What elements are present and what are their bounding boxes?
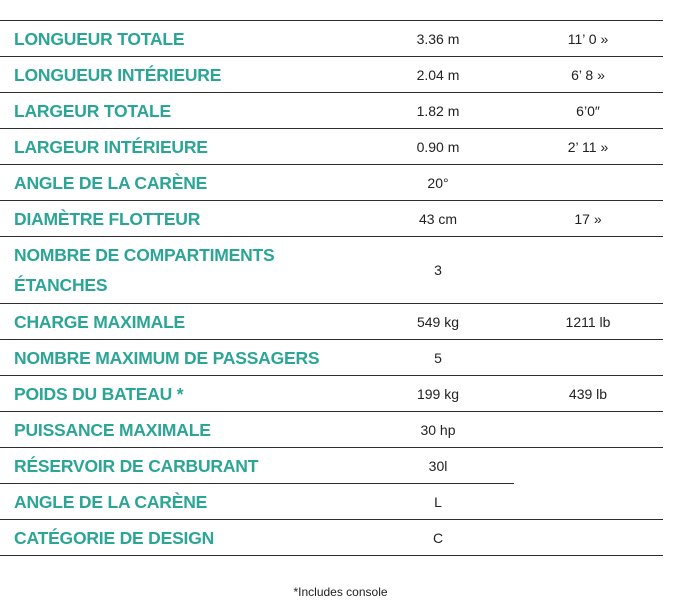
spec-imperial-value: 439 lb <box>568 385 608 402</box>
spec-label: LARGEUR INTÉRIEURE <box>14 136 208 157</box>
spec-imperial-value: 17 » <box>574 210 602 227</box>
spec-metric-value: 2.04 m <box>416 66 460 83</box>
spec-row-angle-carene <box>0 165 663 201</box>
spec-label: ANGLE DE LA CARÈNE <box>14 172 208 193</box>
spec-imperial-value <box>528 448 648 484</box>
spec-row-angle-carene-2 <box>0 484 663 520</box>
spec-label: DIAMÈTRE FLOTTEUR <box>14 208 201 229</box>
spec-metric-value: C <box>432 529 444 546</box>
spec-label: ANGLE DE LA CARÈNE <box>14 491 208 512</box>
spec-row-categorie-design <box>0 520 663 556</box>
spec-imperial-value: 1211 lb <box>565 313 611 330</box>
spec-row-passagers <box>0 340 663 376</box>
spec-label: CHARGE MAXIMALE <box>14 311 186 332</box>
spec-imperial-value: 2’ 11 » <box>567 138 609 155</box>
spec-imperial-value <box>528 484 648 519</box>
spec-imperial-value: 6’0″ <box>576 102 600 119</box>
spec-imperial-value <box>528 340 648 375</box>
spec-label: LONGUEUR INTÉRIEURE <box>14 64 222 85</box>
spec-label-line: NOMBRE DE COMPARTIMENTS <box>14 245 275 265</box>
spec-metric-value: 43 cm <box>418 210 458 227</box>
spec-row-puissance-maximale <box>0 412 663 448</box>
spec-metric-value: 199 kg <box>416 385 460 402</box>
spec-label: CATÉGORIE DE DESIGN <box>14 527 215 548</box>
spec-label: PUISSANCE MAXIMALE <box>14 419 211 440</box>
spec-imperial-value: 6’ 8 » <box>571 66 605 83</box>
spec-metric-value: 5 <box>434 349 442 366</box>
spec-label: NOMBRE MAXIMUM DE PASSAGERS <box>14 347 320 368</box>
spec-metric-value: 1.82 m <box>416 102 460 119</box>
spec-row-largeur-interieure <box>0 129 663 165</box>
spec-metric-value: 30l <box>428 458 448 474</box>
footnote: *Includes console <box>293 585 388 599</box>
spec-metric-value: 20° <box>427 174 449 191</box>
spec-imperial-value <box>528 237 648 303</box>
spec-row-diametre-flotteur <box>0 201 663 237</box>
spec-imperial-value <box>528 412 648 447</box>
spec-row-longueur-totale <box>0 21 663 57</box>
spec-row-largeur-totale <box>0 93 663 129</box>
spec-imperial-value <box>528 520 648 555</box>
spec-label: RÉSERVOIR DE CARBURANT <box>14 456 259 476</box>
spec-table <box>0 20 663 556</box>
spec-label: LONGUEUR TOTALE <box>14 28 185 49</box>
spec-imperial-value <box>528 165 648 200</box>
spec-row-reservoir <box>0 448 663 484</box>
spec-metric-value: 3 <box>434 262 442 278</box>
spec-metric-value: 3.36 m <box>416 30 460 47</box>
spec-row-longueur-interieure <box>0 57 663 93</box>
spec-row-poids-bateau <box>0 376 663 412</box>
spec-imperial-value: 11’ 0 » <box>567 30 609 47</box>
spec-label: POIDS DU BATEAU * <box>14 383 184 404</box>
spec-row-charge-maximale <box>0 304 663 340</box>
spec-metric-value: 549 kg <box>416 313 460 330</box>
spec-row-compartiments <box>0 237 663 304</box>
spec-label: LARGEUR TOTALE <box>14 100 171 121</box>
spec-metric-value: 30 hp <box>420 421 456 438</box>
spec-metric-value: L <box>434 493 442 510</box>
spec-label-line: ÉTANCHES <box>14 275 108 295</box>
spec-label <box>14 237 324 303</box>
spec-metric-value: 0.90 m <box>416 138 460 155</box>
